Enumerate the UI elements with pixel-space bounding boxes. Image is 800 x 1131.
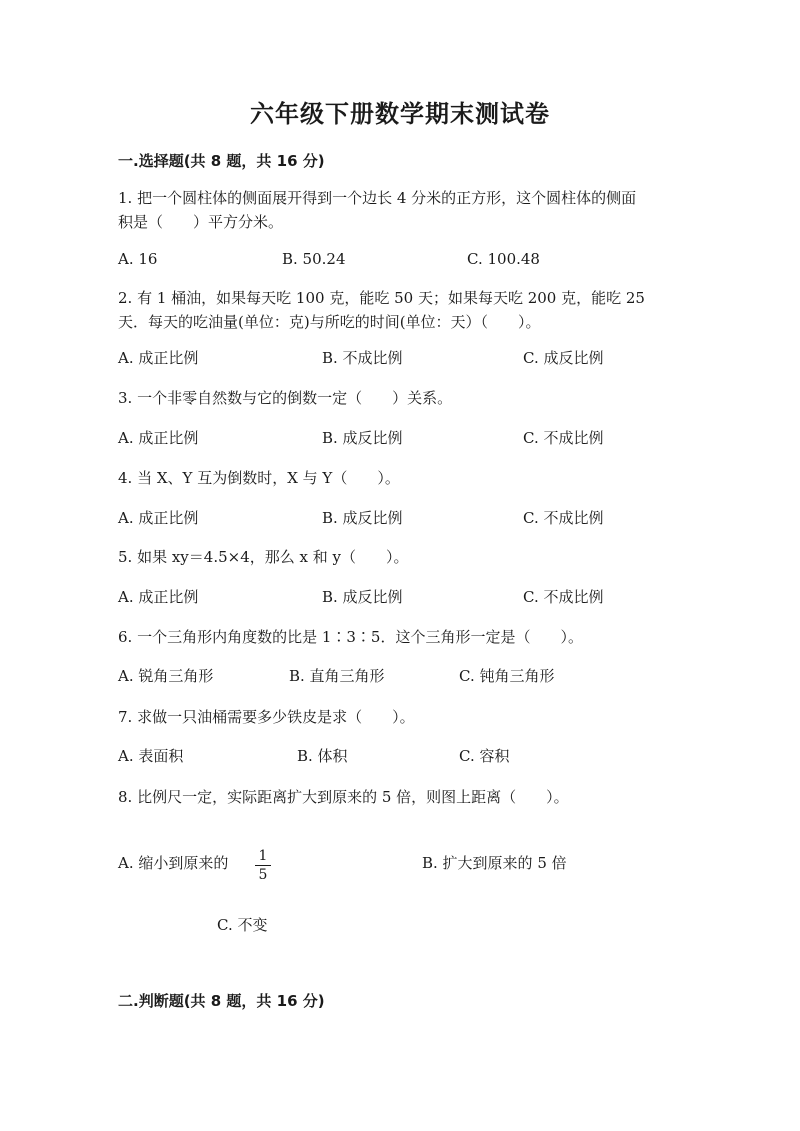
question-2-option-b: B. 不成比例 — [322, 349, 403, 367]
question-4-line-1: 4. 当 X、Y 互为倒数时，X 与 Y（ ）。 — [118, 469, 400, 487]
question-6-line-1: 6. 一个三角形内角度数的比是 1∶3∶5．这个三角形一定是（ ）。 — [118, 628, 583, 646]
question-6-option-a: A. 锐角三角形 — [118, 667, 214, 685]
question-3-line-1: 3. 一个非零自然数与它的倒数一定（ ）关系。 — [118, 389, 453, 407]
question-1-line-2: 积是（ ）平方分米。 — [118, 213, 284, 231]
question-5-option-a: A. 成正比例 — [118, 588, 199, 606]
question-1-option-c: C. 100.48 — [467, 250, 540, 268]
question-5-line-1: 5. 如果 xy＝4.5×4，那么 x 和 y（ ）。 — [118, 548, 409, 566]
question-3 — [118, 386, 678, 410]
question-1 — [118, 186, 678, 234]
question-7-option-b: B. 体积 — [297, 747, 348, 765]
question-2-line-1: 2. 有 1 桶油，如果每天吃 100 克，能吃 50 天；如果每天吃 200 克，能吃 25 — [118, 289, 645, 307]
question-7-line-1: 7. 求做一只油桶需要多少铁皮是求（ ）。 — [118, 708, 415, 726]
question-2 — [118, 286, 678, 334]
question-8-option-a: A. 缩小到原来的 — [118, 854, 229, 872]
question-6-option-c: C. 钝角三角形 — [459, 667, 555, 685]
question-3-option-c: C. 不成比例 — [523, 429, 604, 447]
question-4-option-c: C. 不成比例 — [523, 509, 604, 527]
question-4 — [118, 466, 678, 490]
question-8 — [118, 785, 678, 809]
question-3-option-b: B. 成反比例 — [322, 429, 403, 447]
question-5 — [118, 545, 678, 569]
question-1-option-a: A. 16 — [118, 250, 158, 268]
question-1-line-1: 1. 把一个圆柱体的侧面展开得到一个边长 4 分米的正方形，这个圆柱体的侧面 — [118, 189, 637, 207]
fraction-one-fifth — [255, 848, 271, 883]
question-8-line-1: 8. 比例尺一定，实际距离扩大到原来的 5 倍，则图上距离（ ）。 — [118, 788, 569, 806]
question-5-option-b: B. 成反比例 — [322, 588, 403, 606]
question-4-option-a: A. 成正比例 — [118, 509, 199, 527]
section-heading-choice: 一.选择题(共 8 题，共 16 分) — [118, 152, 325, 170]
fraction-bar — [255, 865, 271, 866]
question-6 — [118, 625, 678, 649]
question-4-option-b: B. 成反比例 — [322, 509, 403, 527]
section-heading-judgement: 二.判断题(共 8 题，共 16 分) — [118, 992, 325, 1010]
question-5-option-c: C. 不成比例 — [523, 588, 604, 606]
question-7-option-a: A. 表面积 — [118, 747, 184, 765]
question-7 — [118, 705, 678, 729]
question-8-option-c: C. 不变 — [217, 916, 268, 934]
question-3-option-a: A. 成正比例 — [118, 429, 199, 447]
fraction-denominator: 5 — [258, 867, 268, 883]
question-2-line-2: 天．每天的吃油量(单位：克)与所吃的时间(单位：天）（ ）。 — [118, 313, 541, 331]
question-7-option-c: C. 容积 — [459, 747, 510, 765]
question-1-option-b: B. 50.24 — [282, 250, 346, 268]
fraction-numerator: 1 — [258, 848, 268, 864]
question-2-option-c: C. 成反比例 — [523, 349, 604, 367]
question-2-option-a: A. 成正比例 — [118, 349, 199, 367]
question-8-option-b: B. 扩大到原来的 5 倍 — [422, 854, 567, 872]
page-title: 六年级下册数学期末测试卷 — [250, 100, 550, 128]
question-6-option-b: B. 直角三角形 — [289, 667, 385, 685]
